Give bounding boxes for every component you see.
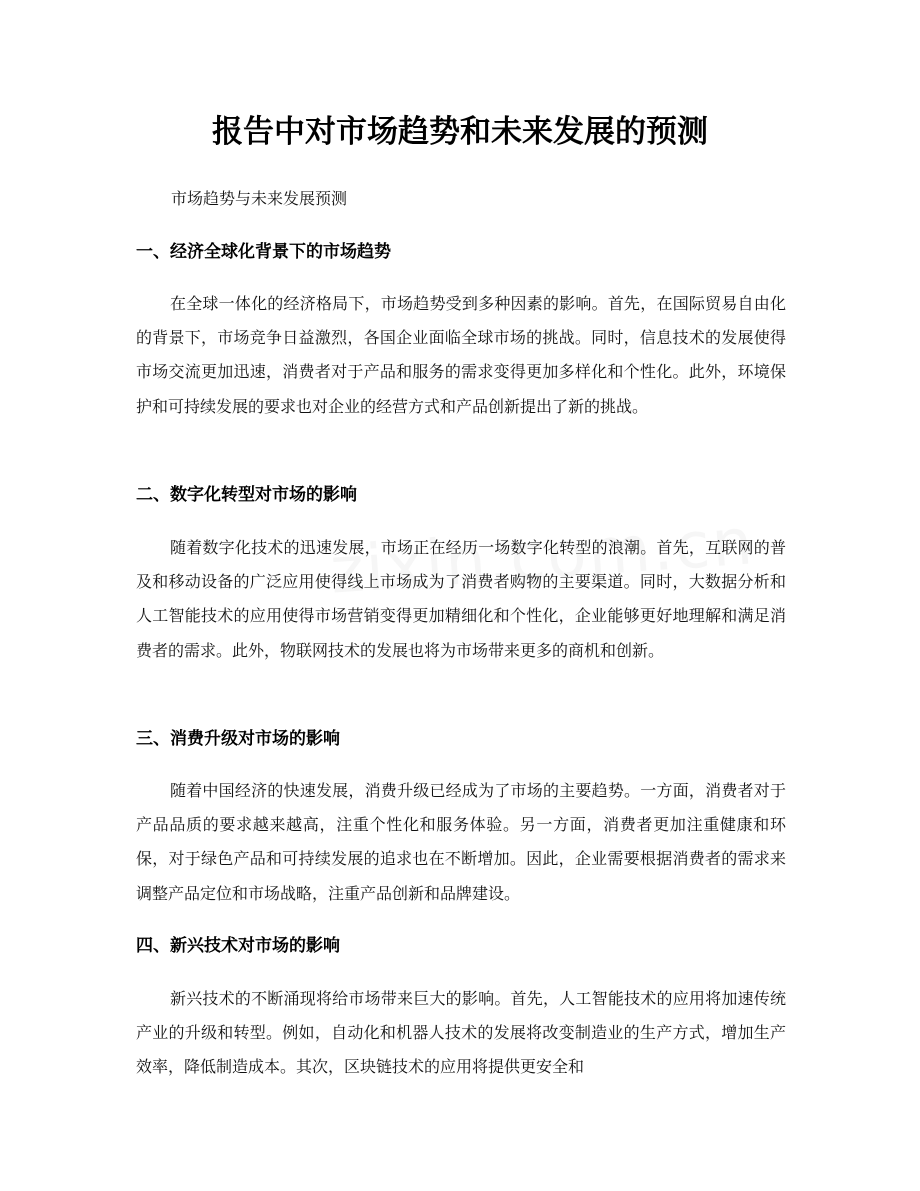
section-paragraph: 在全球一体化的经济格局下，市场趋势受到多种因素的影响。首先，在国际贸易自由化的背景下，市场竞争日益激烈，各国企业面临全球市场的挑战。同时，信息技术的发展使得市场交流更加迅速，消费者对于产品和服务的需求变得更加多样化和个性化。此外，环境保护和可持续发展的要求也对企业的经营方式和产品创新提出了新的挑战。 (136, 294, 786, 416)
section-global-market-trends (136, 237, 786, 424)
section-heading: 三、消费升级对市场的影响 (136, 729, 340, 749)
section-paragraph: 随着中国经济的快速发展，消费升级已经成为了市场的主要趋势。一方面，消费者对于产品品质的要求越来越高，注重个性化和服务体验。另一方面，消费者更加注重健康和环保，对于绿色产品和可持续发展的追求也在不断增加。因此，企业需要根据消费者的需求来调整产品定位和市场战略，注重产品创新和品牌建设。 (136, 781, 786, 903)
section-heading: 一、经济全球化背景下的市场趋势 (136, 242, 391, 262)
page-title: 报告中对市场趋势和未来发展的预测 (212, 114, 708, 150)
section-emerging-technology (136, 931, 786, 1085)
section-digital-transformation (136, 480, 786, 668)
section-consumption-upgrade (136, 724, 786, 911)
section-heading: 四、新兴技术对市场的影响 (136, 936, 340, 956)
section-heading: 二、数字化转型对市场的影响 (136, 485, 357, 505)
section-paragraph: 随着数字化技术的迅速发展，市场正在经历一场数字化转型的浪潮。首先，互联网的普及和移动设备的广泛应用使得线上市场成为了消费者购物的主要渠道。同时，大数据分析和人工智能技术的应用使得市场营销变得更加精细化和个性化，企业能够更好地理解和满足消费者的需求。此外，物联网技术的发展也将为市场带来更多的商机和创新。 (136, 538, 786, 660)
subtitle: 市场趋势与未来发展预测 (171, 189, 348, 208)
section-paragraph: 新兴技术的不断涌现将给市场带来巨大的影响。首先，人工智能技术的应用将加速传统产业的升级和转型。例如，自动化和机器人技术的发展将改变制造业的生产方式，增加生产效率，降低制造成本。其次，区块链技术的应用将提供更安全和 (136, 989, 786, 1077)
